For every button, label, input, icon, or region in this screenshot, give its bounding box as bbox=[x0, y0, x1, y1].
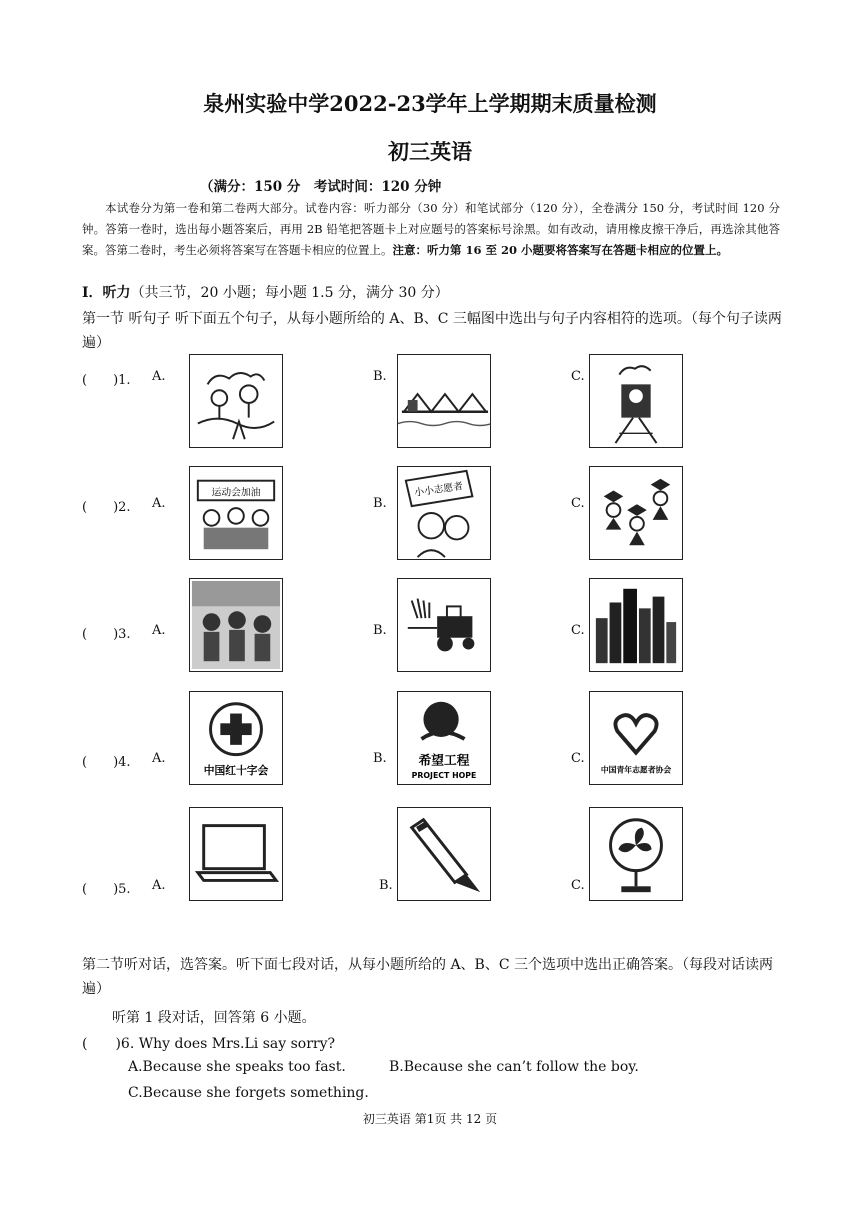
q4-option-a-label: A. bbox=[152, 751, 166, 766]
q3-picture-a-farmers[interactable] bbox=[189, 578, 283, 672]
electric-fan-icon bbox=[590, 808, 682, 900]
q4-picture-c-youth-volunteers[interactable] bbox=[589, 691, 683, 785]
q4b-cn-text: 希望工程 bbox=[418, 752, 470, 768]
q2-option-b-label: B. bbox=[373, 496, 387, 511]
q3-option-c-label: C. bbox=[571, 623, 585, 638]
project-hope-logo-icon bbox=[398, 692, 490, 784]
q6-option-b[interactable]: B.Because she can’t follow the boy. bbox=[389, 1059, 639, 1075]
exam-subject: 初三英语 bbox=[388, 139, 472, 164]
red-cross-logo-icon bbox=[190, 692, 282, 784]
farmers-field-icon bbox=[190, 579, 282, 671]
question-1-label: ( )1. bbox=[82, 373, 131, 388]
q1-option-a-label: A. bbox=[152, 369, 166, 384]
q1-picture-a-countryside[interactable] bbox=[189, 354, 283, 448]
q5-option-b-label: B. bbox=[379, 878, 393, 893]
q2-picture-c-graduates[interactable] bbox=[589, 466, 683, 560]
q2-option-a-label: A. bbox=[152, 496, 166, 511]
q4-option-c-label: C. bbox=[571, 751, 585, 766]
q1-picture-b-bridge[interactable] bbox=[397, 354, 491, 448]
q4-option-b-label: B. bbox=[373, 751, 387, 766]
q4b-en-text: PROJECT HOPE bbox=[411, 771, 477, 781]
q5-option-a-label: A. bbox=[152, 878, 166, 893]
part2-instructions: 第二节听对话，选答案。听下面七段对话，从每小题所给的 A、B、C 三个选项中选出正确答案。（每段对话读两遍） bbox=[82, 957, 774, 997]
section-heading-listening bbox=[82, 282, 449, 302]
q1-option-b-label: B. bbox=[373, 369, 387, 384]
q3-picture-c-city[interactable] bbox=[589, 578, 683, 672]
question-6-label: ( )6. Why does Mrs.Li say sorry? bbox=[82, 1036, 335, 1052]
q2a-banner-text: 运动会加油 bbox=[211, 487, 261, 499]
q5-picture-b-pen[interactable] bbox=[397, 807, 491, 901]
q5-picture-a-laptop[interactable] bbox=[189, 807, 283, 901]
instructions-text: 本试卷分为第一卷和第二卷两大部分。试卷内容：听力部分（30 分）和笔试部分（120 分），全卷满分 150 分，考试时间 120 分钟。答第一卷时，选出每小题答案后，再用 2B 铅笔把答题卡上对应题号的答案标号涂黑。如有改动，请用橡皮擦干净后，再选涂其他答案。答第二卷时，考生必须将答案写在答题卡相应的位置上。 bbox=[82, 201, 780, 257]
q4c-caption-text: 中国青年志愿者协会 bbox=[600, 765, 672, 775]
dialog1-heading: 听第 1 段对话，回答第 6 小题。 bbox=[112, 1010, 316, 1026]
q2b-sign-text: 小小志愿者 bbox=[413, 481, 464, 499]
part1-instructions: 第一节 听句子 听下面五个句子，从每小题所给的 A、B、C 三幅图中选出与句子内容相符的选项。（每个句子读两遍） bbox=[82, 311, 782, 351]
laptop-icon bbox=[190, 808, 282, 900]
cheering-crowd-icon bbox=[190, 467, 282, 559]
q2-option-c-label: C. bbox=[571, 496, 585, 511]
graduates-icon bbox=[590, 467, 682, 559]
q6-option-a[interactable]: A.Because she speaks too fast. bbox=[128, 1059, 346, 1075]
q4a-caption-text: 中国红十字会 bbox=[203, 764, 269, 778]
city-skyline-icon bbox=[590, 579, 682, 671]
question-2-label: ( )2. bbox=[82, 500, 131, 515]
q5-picture-c-fan[interactable] bbox=[589, 807, 683, 901]
q4-picture-a-red-cross[interactable] bbox=[189, 691, 283, 785]
section-number: Ⅰ．听力 bbox=[82, 285, 131, 301]
instructions-note: 注意：听力第 16 至 20 小题要将答案写在答题卡相应的位置上。 bbox=[392, 243, 729, 257]
exam-instructions bbox=[82, 198, 780, 261]
page-footer: 初三英语 第1页 共 12 页 bbox=[362, 1112, 498, 1126]
exam-title: 泉州实验中学2022-23学年上学期期末质量检测 bbox=[203, 91, 657, 116]
question-5-label: ( )5. bbox=[82, 882, 131, 897]
volunteer-children-icon bbox=[398, 467, 490, 559]
section-detail: （共三节，20 小题；每小题 1.5 分，满分 30 分） bbox=[130, 285, 449, 301]
exam-meta: （满分：150 分 考试时间：120 分钟 bbox=[200, 179, 442, 195]
question-4-label: ( )4. bbox=[82, 755, 131, 770]
volunteer-heart-logo-icon bbox=[590, 692, 682, 784]
fountain-pen-icon bbox=[398, 808, 490, 900]
bridge-icon bbox=[398, 355, 490, 447]
q1-picture-c-train[interactable] bbox=[589, 354, 683, 448]
q3-option-b-label: B. bbox=[373, 623, 387, 638]
q5-option-c-label: C. bbox=[571, 878, 585, 893]
harvester-icon bbox=[398, 579, 490, 671]
q3-option-a-label: A. bbox=[152, 623, 166, 638]
trees-hills-icon bbox=[190, 355, 282, 447]
steam-train-icon bbox=[590, 355, 682, 447]
q2-picture-a-sports-meet[interactable] bbox=[189, 466, 283, 560]
q2-picture-b-volunteers[interactable] bbox=[397, 466, 491, 560]
q6-option-c[interactable]: C.Because she forgets something. bbox=[128, 1085, 369, 1101]
q4-picture-b-project-hope[interactable] bbox=[397, 691, 491, 785]
q3-picture-b-harvester[interactable] bbox=[397, 578, 491, 672]
question-3-label: ( )3. bbox=[82, 627, 131, 642]
q1-option-c-label: C. bbox=[571, 369, 585, 384]
